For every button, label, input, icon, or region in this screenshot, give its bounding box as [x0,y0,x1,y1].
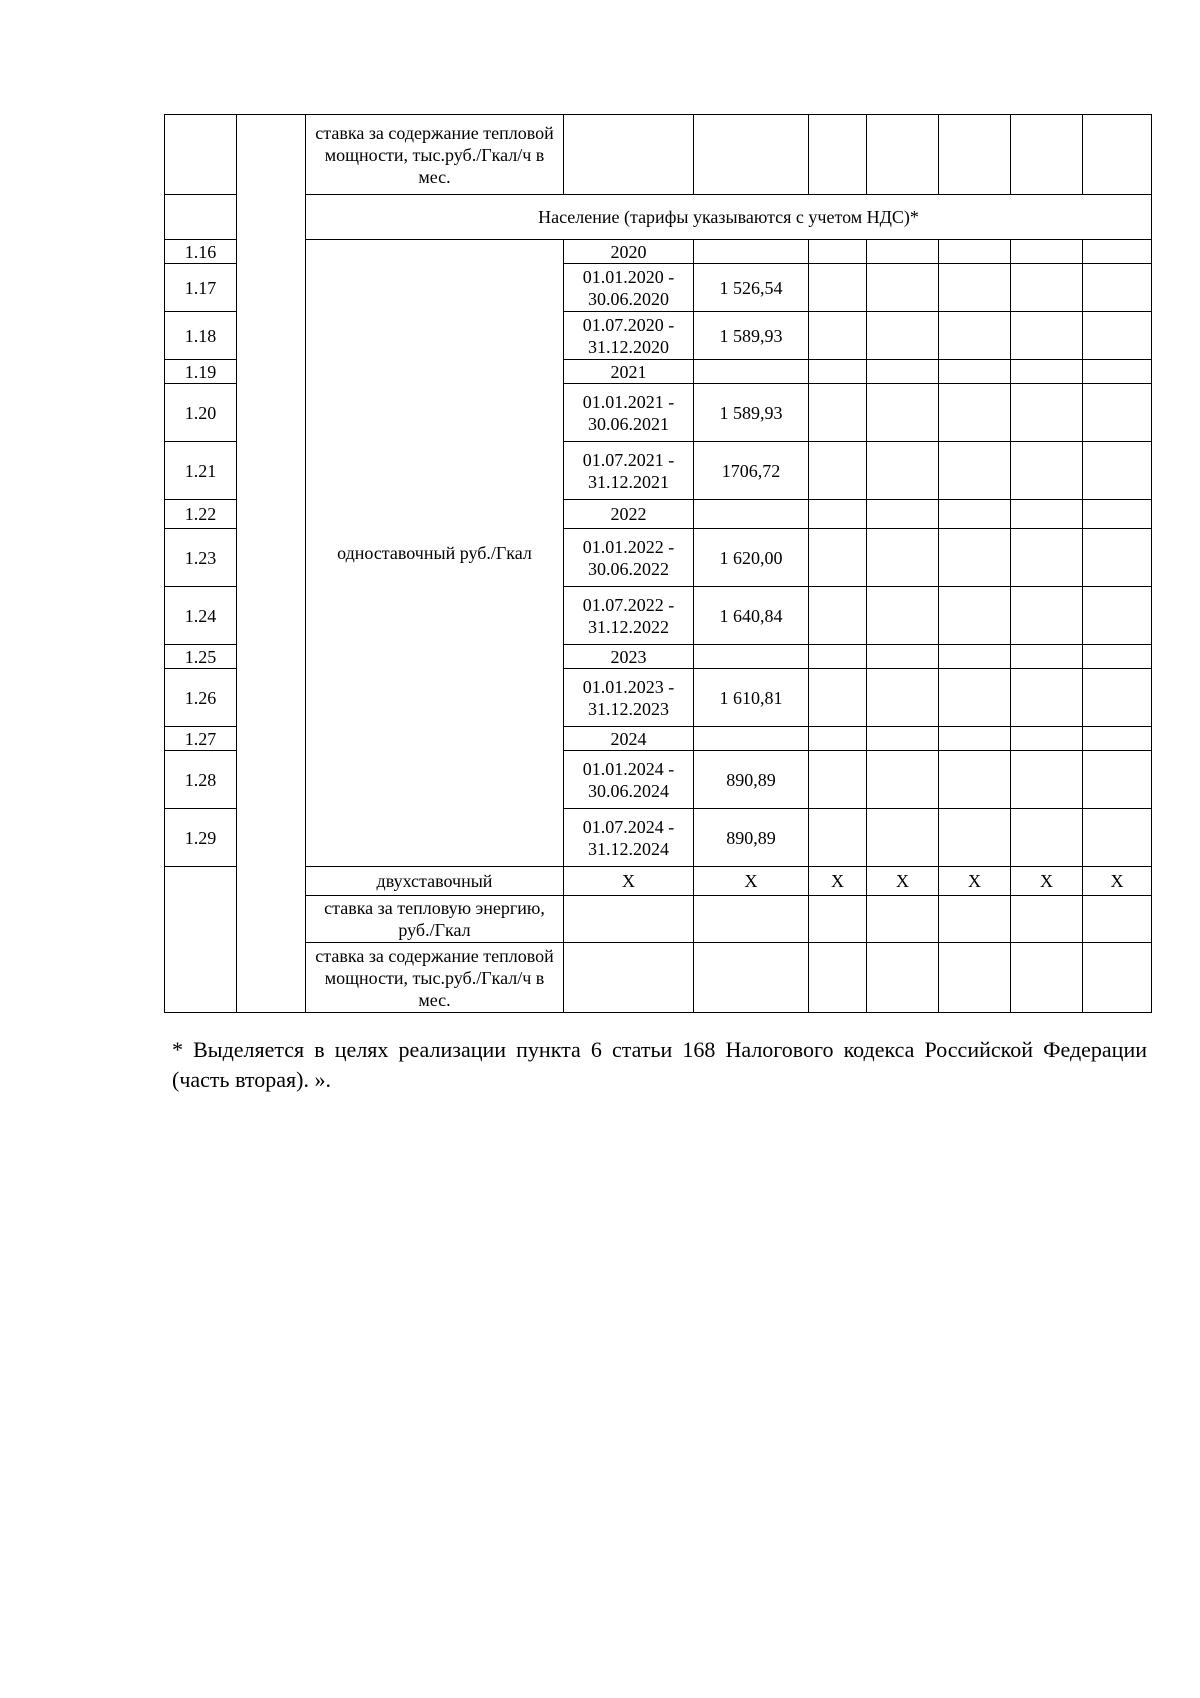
value-cell: 1 589,93 [694,312,809,360]
row-number: 1.19 [165,360,237,384]
row-number: 1.29 [165,809,237,867]
period-cell: 01.01.2023 - 31.12.2023 [564,669,694,727]
period-cell: 2024 [564,727,694,751]
value-cell [694,360,809,384]
row-number: 1.26 [165,669,237,727]
value-cell: 1 620,00 [694,529,809,587]
value-cell: 1 526,54 [694,264,809,312]
single-rate-label: одноставочный руб./Гкал [306,240,564,867]
period-cell: 2021 [564,360,694,384]
x-mark: X [1011,867,1083,896]
value-cell: 1 589,93 [694,384,809,442]
row-number: 1.24 [165,587,237,645]
value-cell [694,645,809,669]
period-cell: 01.07.2022 - 31.12.2022 [564,587,694,645]
table-row [165,867,1152,896]
period-cell: 01.07.2021 - 31.12.2021 [564,442,694,500]
period-cell: 01.01.2024 - 30.06.2024 [564,751,694,809]
value-cell: 1706,72 [694,442,809,500]
period-cell: 01.07.2024 - 31.12.2024 [564,809,694,867]
value-cell [694,240,809,264]
row-number: 1.28 [165,751,237,809]
row-number: 1.25 [165,645,237,669]
row-number: 1.18 [165,312,237,360]
row-number-cell [165,867,237,1013]
row-number: 1.16 [165,240,237,264]
table-row [165,195,1152,240]
table-row [165,240,1152,264]
x-mark: X [564,867,694,896]
row-number-cell [165,115,237,195]
row-number: 1.27 [165,727,237,751]
value-cell: 890,89 [694,809,809,867]
rate-maintenance-label: ставка за содержание тепловой мощности, тыс.руб./Гкал/ч в мес. [306,115,564,195]
x-mark: X [867,867,939,896]
period-cell: 01.01.2020 - 30.06.2020 [564,264,694,312]
period-cell: 01.01.2022 - 30.06.2022 [564,529,694,587]
x-mark: X [1083,867,1152,896]
two-rate-label: двухставочный [306,867,564,896]
table-row [165,115,1152,195]
row-number: 1.17 [165,264,237,312]
footnote: * Выделяется в целях реализации пункта 6 статьи 168 Налогового кодекса Российской Федерации (часть вторая). ». [172,1037,1147,1092]
x-mark: X [939,867,1011,896]
row-number-cell [165,195,237,240]
spacer-column-cell [237,115,306,1013]
period-cell: 01.07.2020 - 31.12.2020 [564,312,694,360]
rate-maintenance-label: ставка за содержание тепловой мощности, тыс.руб./Гкал/ч в мес. [306,943,564,1013]
tariff-table [164,114,1152,1013]
period-cell: 2023 [564,645,694,669]
x-mark: X [809,867,867,896]
value-cell: 1 640,84 [694,587,809,645]
value-cell [694,500,809,529]
period-cell: 2022 [564,500,694,529]
row-number: 1.20 [165,384,237,442]
table-row [165,896,1152,943]
row-number: 1.23 [165,529,237,587]
population-header: Население (тарифы указываются с учетом НДС)* [306,195,1152,240]
period-cell: 01.01.2021 - 30.06.2021 [564,384,694,442]
x-mark: X [694,867,809,896]
value-cell: 890,89 [694,751,809,809]
row-number: 1.21 [165,442,237,500]
value-cell: 1 610,81 [694,669,809,727]
period-cell: 2020 [564,240,694,264]
value-cell [694,727,809,751]
table-row [165,943,1152,1013]
row-number: 1.22 [165,500,237,529]
rate-energy-label: ставка за тепловую энергию, руб./Гкал [306,896,564,943]
